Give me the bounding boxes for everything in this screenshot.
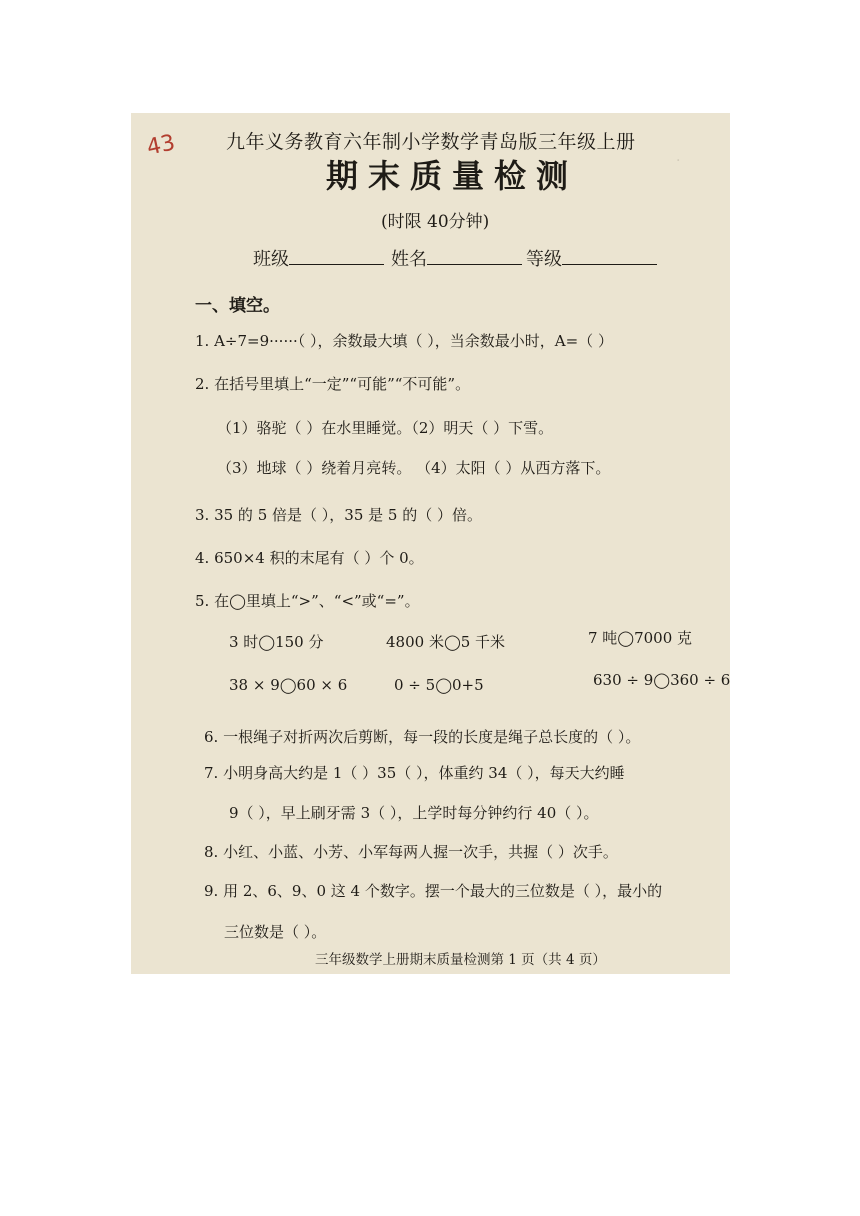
question-7-cont: 9（ ），早上刷牙需 3（ ），上学时每分钟约行 40（ ）。 [229, 804, 599, 822]
class-label: 班级 [253, 249, 289, 270]
question-5: 5. 在◯里填上“>”、“<”或“=”。 [195, 592, 420, 610]
compare-1-2: 4800 米◯5 千米 [386, 633, 506, 651]
question-7: 7. 小明身高大约是 1（ ）35（ ），体重约 34（ ），每天大约睡 [204, 764, 625, 782]
section-heading: 一、填空。 [195, 296, 280, 316]
question-6: 6. 一根绳子对折两次后剪断，每一段的长度是绳子总长度的（ ）。 [204, 728, 641, 746]
bleed-through-text: · [676, 153, 681, 169]
exam-title: 期末质量检测 [326, 157, 579, 195]
question-4: 4. 650×4 积的末尾有（ ）个 0。 [195, 549, 424, 567]
grade-blank [562, 248, 657, 265]
compare-1-3: 7 吨◯7000 克 [588, 629, 693, 647]
compare-2-3: 630 ÷ 9◯360 ÷ 6 [593, 671, 730, 689]
page-footer: 三年级数学上册期末质量检测第 1 页（共 4 页） [315, 952, 606, 968]
grade-field [526, 245, 657, 271]
question-9: 9. 用 2、6、9、0 这 4 个数字。摆一个最大的三位数是（ ），最小的 [204, 882, 663, 900]
compare-2-2: 0 ÷ 5◯0+5 [394, 676, 484, 694]
class-blank [289, 248, 384, 265]
class-field [253, 245, 384, 271]
time-limit: (时限 40分钟) [381, 212, 490, 232]
question-2-part-1-2: （1）骆驼（ ）在水里睡觉。（2）明天（ ）下雪。 [217, 419, 554, 437]
exam-paper [131, 113, 730, 974]
compare-2-1: 38 × 9◯60 × 6 [229, 676, 348, 694]
question-2: 2. 在括号里填上“一定”“可能”“不可能”。 [195, 375, 471, 393]
question-8: 8. 小红、小蓝、小芳、小军每两人握一次手，共握（ ）次手。 [204, 843, 618, 861]
question-3: 3. 35 的 5 倍是（ ），35 是 5 的（ ）倍。 [195, 506, 482, 524]
grade-label: 等级 [526, 249, 562, 270]
exam-subtitle: 九年义务教育六年制小学数学青岛版三年级上册 [226, 131, 636, 153]
handwritten-mark: 43 [144, 130, 178, 161]
compare-1-1: 3 时◯150 分 [229, 633, 324, 651]
name-label: 姓名 [391, 249, 427, 270]
question-2-part-3-4: （3）地球（ ）绕着月亮转。 （4）太阳（ ）从西方落下。 [217, 459, 611, 477]
name-field [391, 245, 522, 271]
name-blank [427, 248, 522, 265]
question-1: 1. A÷7=9······（ ），余数最大填（ ），当余数最小时，A=（ ） [195, 332, 613, 350]
question-9-cont: 三位数是（ ）。 [224, 923, 327, 941]
